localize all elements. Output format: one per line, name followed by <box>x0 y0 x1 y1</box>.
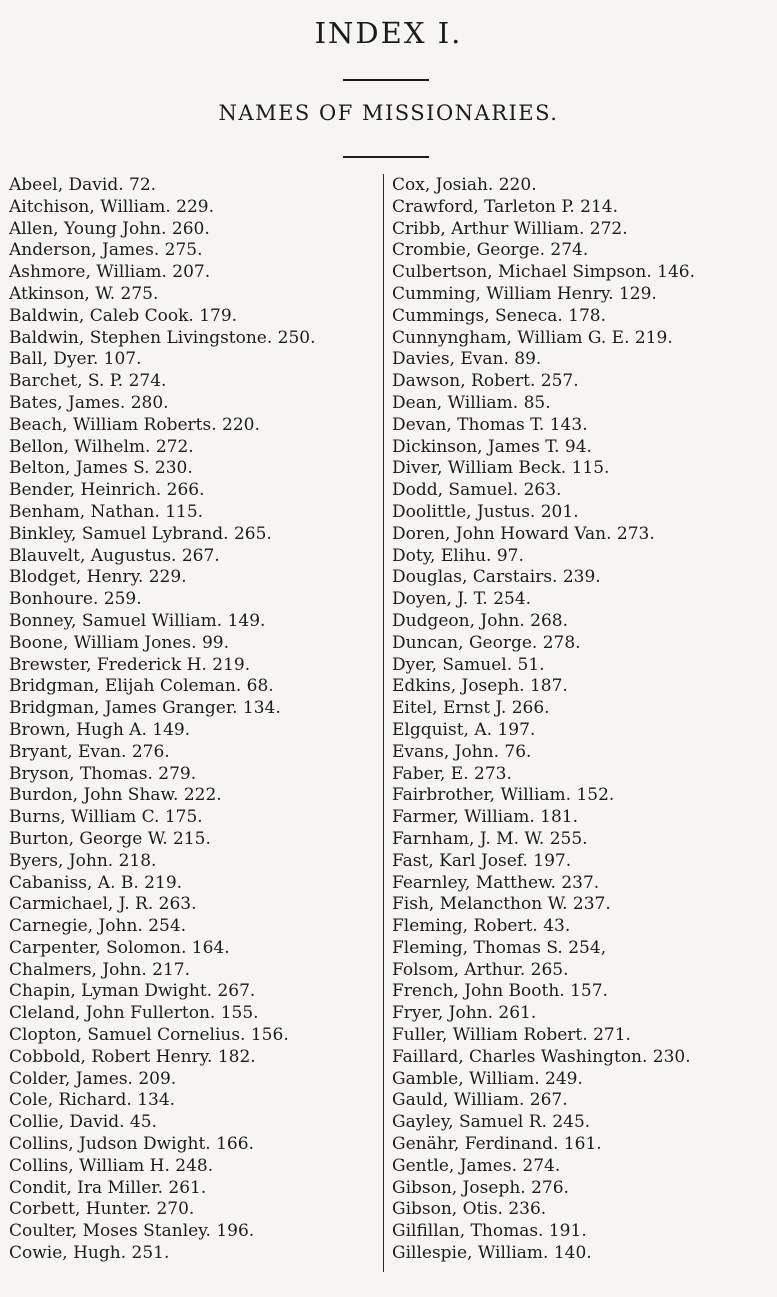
index-entry: Faillard, Charles Washington. 230. <box>392 1046 691 1067</box>
index-entry: Cole, Richard. 134. <box>9 1090 176 1111</box>
index-entry: Gillespie, William. 140. <box>392 1243 592 1264</box>
index-entry: Beach, William Roberts. 220. <box>9 414 260 435</box>
index-entry: Bridgman, Elijah Coleman. 68. <box>9 676 274 697</box>
index-entry: Collie, David. 45. <box>9 1112 157 1133</box>
index-entry: Fish, Melancthon W. 237. <box>392 894 611 915</box>
index-entry: Dodd, Samuel. 263. <box>392 480 562 501</box>
index-entry: Faber, E. 273. <box>392 763 512 784</box>
index-entry: Barchet, S. P. 274. <box>9 371 167 392</box>
index-entry: Corbett, Hunter. 270. <box>9 1199 195 1220</box>
index-entry: Burdon, John Shaw. 222. <box>9 785 222 806</box>
index-entry: Gamble, William. 249. <box>392 1068 583 1089</box>
index-entry: Bryant, Evan. 276. <box>9 741 170 762</box>
index-entry: Doren, John Howard Van. 273. <box>392 523 655 544</box>
index-entry: Folsom, Arthur. 265. <box>392 959 569 980</box>
title-rule <box>343 79 429 81</box>
index-entry: Cunnyngham, William G. E. 219. <box>392 327 673 348</box>
index-entry: Carnegie, John. 254. <box>9 916 187 937</box>
index-entry: Brown, Hugh A. 149. <box>9 719 191 740</box>
index-entry: Burton, George W. 215. <box>9 828 211 849</box>
index-entry: Farnham, J. M. W. 255. <box>392 828 588 849</box>
index-entry: Diver, William Beck. 115. <box>392 458 610 479</box>
index-entry: Carpenter, Solomon. 164. <box>9 937 230 958</box>
index-entry: Doolittle, Justus. 201. <box>392 501 579 522</box>
index-entry: Fleming, Robert. 43. <box>392 916 571 937</box>
index-entry: Cox, Josiah. 220. <box>392 175 537 195</box>
index-entry: Fearnley, Matthew. 237. <box>392 872 600 893</box>
index-entry: Cleland, John Fullerton. 155. <box>9 1003 259 1024</box>
index-entry: Atkinson, W. 275. <box>9 283 159 304</box>
index-entry: Gibson, Otis. 236. <box>392 1199 547 1220</box>
index-entry: Davies, Evan. 89. <box>392 349 542 370</box>
index-entry: Boone, William Jones. 99. <box>9 632 229 653</box>
index-entry: Benham, Nathan. 115. <box>9 501 204 522</box>
index-entry: Collins, Judson Dwight. 166. <box>9 1134 254 1155</box>
index-entry: Evans, John. 76. <box>392 741 532 762</box>
index-entry: Aitchison, William. 229. <box>9 196 215 217</box>
index-entry: Fryer, John. 261. <box>392 1003 537 1024</box>
index-entry: Dudgeon, John. 268. <box>392 610 569 631</box>
index-entry: Cumming, William Henry. 129. <box>392 283 657 304</box>
index-entry: Genähr, Ferdinand. 161. <box>392 1134 602 1155</box>
index-entry: Gilfillan, Thomas. 191. <box>392 1221 587 1242</box>
index-entry: Devan, Thomas T. 143. <box>392 414 588 435</box>
index-entry: Binkley, Samuel Lybrand. 265. <box>9 523 272 544</box>
index-entry: Bender, Heinrich. 266. <box>9 480 205 501</box>
column-divider <box>383 174 384 1272</box>
index-entry: Fast, Karl Josef. 197. <box>392 850 572 871</box>
index-entry: Bellon, Wilhelm. 272. <box>9 436 194 457</box>
index-entry: Cabaniss, A. B. 219. <box>9 872 183 893</box>
index-entry: Doyen, J. T. 254. <box>392 589 532 610</box>
index-entry: Blodget, Henry. 229. <box>9 567 187 588</box>
index-entry: Ball, Dyer. 107. <box>9 349 142 370</box>
index-entry: Crawford, Tarleton P. 214. <box>392 196 619 217</box>
index-entry: Cribb, Arthur William. 272. <box>392 218 628 239</box>
index-entry: Crombie, George. 274. <box>392 240 589 261</box>
right-column <box>392 175 772 1265</box>
index-entry: Bridgman, James Granger. 134. <box>9 698 281 719</box>
index-entry: Anderson, James. 275. <box>9 240 203 261</box>
index-entry: Bonhoure. 259. <box>9 589 142 610</box>
index-entry: Coulter, Moses Stanley. 196. <box>9 1221 255 1242</box>
index-entry: Gayley, Samuel R. 245. <box>392 1112 591 1133</box>
index-entry: Condit, Ira Miller. 261. <box>9 1177 207 1198</box>
index-entry: Bryson, Thomas. 279. <box>9 763 197 784</box>
index-entry: Fleming, Thomas S. 254, <box>392 937 607 958</box>
index-entry: Byers, John. 218. <box>9 850 157 871</box>
index-entry: Gentle, James. 274. <box>392 1155 561 1176</box>
index-entry: Bates, James. 280. <box>9 392 169 413</box>
page-title: INDEX I. <box>314 16 463 50</box>
subtitle-rule <box>343 156 429 158</box>
index-entry: Burns, William C. 175. <box>9 807 203 828</box>
index-entry: Abeel, David. 72. <box>9 175 157 195</box>
index-entry: Dean, William. 85. <box>392 392 551 413</box>
index-entry: Baldwin, Stephen Livingstone. 250. <box>9 327 316 348</box>
index-entry: Chapin, Lyman Dwight. 267. <box>9 981 256 1002</box>
index-entry: Farmer, William. 181. <box>392 807 578 828</box>
index-entry: Belton, James S. 230. <box>9 458 193 479</box>
index-entry: Chalmers, John. 217. <box>9 959 190 980</box>
index-entry: Blauvelt, Augustus. 267. <box>9 545 220 566</box>
index-entry: Bonney, Samuel William. 149. <box>9 610 266 631</box>
index-entry: Cummings, Seneca. 178. <box>392 305 607 326</box>
index-entry: French, John Booth. 157. <box>392 981 608 1002</box>
index-entry: Culbertson, Michael Simpson. 146. <box>392 262 696 283</box>
index-entry: Edkins, Joseph. 187. <box>392 676 568 697</box>
index-entry: Dickinson, James T. 94. <box>392 436 592 457</box>
index-entry: Doty, Elihu. 97. <box>392 545 524 566</box>
index-entry: Gauld, William. 267. <box>392 1090 568 1111</box>
index-entry: Duncan, George. 278. <box>392 632 581 653</box>
index-entry: Eitel, Ernst J. 266. <box>392 698 550 719</box>
index-entry: Fairbrother, William. 152. <box>392 785 615 806</box>
index-entry: Clopton, Samuel Cornelius. 156. <box>9 1025 289 1046</box>
index-entry: Fuller, William Robert. 271. <box>392 1025 631 1046</box>
index-entry: Dawson, Robert. 257. <box>392 371 579 392</box>
index-entry: Cowie, Hugh. 251. <box>9 1243 170 1264</box>
index-entry: Carmichael, J. R. 263. <box>9 894 197 915</box>
index-entry: Dyer, Samuel. 51. <box>392 654 545 675</box>
page-subtitle: NAMES OF MISSIONARIES. <box>218 101 559 125</box>
index-entry: Allen, Young John. 260. <box>9 218 210 239</box>
index-entry: Ashmore, William. 207. <box>9 262 211 283</box>
left-column <box>9 175 377 1265</box>
index-entry: Brewster, Frederick H. 219. <box>9 654 251 675</box>
index-entry: Elgquist, A. 197. <box>392 719 536 740</box>
index-entry: Colder, James. 209. <box>9 1068 177 1089</box>
index-entry: Gibson, Joseph. 276. <box>392 1177 569 1198</box>
index-entry: Douglas, Carstairs. 239. <box>392 567 601 588</box>
index-entry: Baldwin, Caleb Cook. 179. <box>9 305 238 326</box>
index-entry: Cobbold, Robert Henry. 182. <box>9 1046 256 1067</box>
index-entry: Collins, William H. 248. <box>9 1155 214 1176</box>
